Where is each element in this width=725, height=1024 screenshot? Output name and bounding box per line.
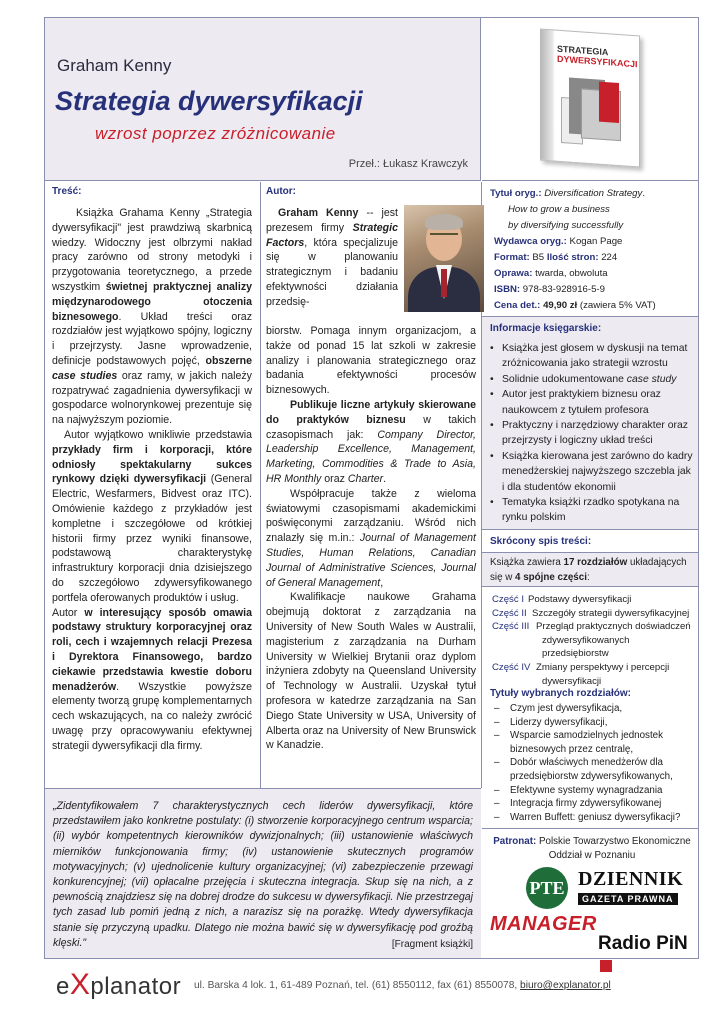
tresc-paragraph-3 bbox=[52, 606, 252, 754]
cover-block bbox=[599, 82, 619, 123]
meta-label: ISBN: bbox=[494, 284, 521, 295]
text-run-bold: świetnej praktycznej analizy międzynarodowego otoczenia biznesowego bbox=[52, 280, 253, 323]
part-number: Część II bbox=[492, 607, 527, 619]
part-title-cont: dywersyfikacji bbox=[542, 675, 602, 687]
meta-price bbox=[490, 298, 696, 314]
book-quote: „Zidentyfikowałem 7 charakterystycznych cech liderów dywersyfikacji, które przedstawiłem jako konkretne postulaty: (i) stworzenie korporacyjnego centrum wsparcia; (ii) wybór kompetentnych kierowników dywizjonalnych; (iii) ustanowienie właściwych mierników funkcjonowania firmy; (iv) ustanowienie skutecznych programów motywacyjnych; (v) ujednolicenie kultury organizacyjnej; (vi) zabezpieczenie przewagi konkurencyjnej; (vii) opłacalne przejęcia i skuteczna integracja. Skup się na nich, a z pewnością znajdziesz się na dobrej drodze do sukcesu w dywersyfikacji. Nie przestrzegaj tych zasad lub pomiń jedną z nich, a narazisz się na porażkę. Wtedy dywersyfikacja stanie się przyczyną upadku. Dlatego nie można bawić się w dywersyfikację pod groźbą klęski." bbox=[53, 800, 473, 949]
email-link[interactable]: biuro@explanator.pl bbox=[520, 980, 611, 991]
chapter-item: – Warren Buffett: geniusz dywersyfikacji? bbox=[494, 811, 696, 825]
text-run: . Wszystkie powyższe elementy tworzą grupę komplementarnych cech wskazujących, na co należy zwrócić uwagę przy opracowywaniu efektywnej strategii dywersyfikacji dla firmy. bbox=[52, 680, 252, 752]
meta-label: Cena det.: bbox=[494, 300, 541, 311]
tresc-paragraph-2 bbox=[52, 428, 252, 606]
patronat-section bbox=[482, 828, 698, 958]
author-name: Graham Kenny bbox=[57, 56, 172, 75]
logo-part: planator bbox=[90, 973, 182, 1000]
author-photo bbox=[404, 205, 484, 312]
text-run: Książka zawiera bbox=[490, 557, 564, 568]
info-item: • Książka kierowana jest zarówno do kadry menedżerskiej najwyższego szczebla jak i dla studentów ekonomii bbox=[490, 449, 694, 495]
text-run: oraz ramy, w jakich należy rozpatrywać zagadnienia dywersyfikacji w gospodarce wolnorynkowej prezentuje się na najwyższym poziomie. bbox=[52, 369, 252, 427]
part-title: Podstawy dywersyfikacji bbox=[528, 594, 632, 605]
meta-value: (zawiera 5% VAT) bbox=[579, 300, 656, 311]
manager-logo: MANAGER bbox=[490, 913, 597, 935]
book-title: Strategia dywersyfikacji bbox=[55, 86, 363, 116]
info-item: • Tematyka książki rzadko spotykana na rynku polskim bbox=[490, 495, 694, 526]
autor-text-top bbox=[266, 206, 398, 310]
info-item: • Solidnie udokumentowane case study bbox=[490, 372, 694, 387]
tresc-paragraph-1 bbox=[52, 206, 252, 428]
text-run: Współpracuje także z wieloma światowymi czasopismami akademickimi poświęconymi zarządzaniu. Wśród nich znalazły się m.in.: bbox=[266, 487, 476, 545]
chapter-item: – Liderzy dywersyfikacji, bbox=[494, 716, 696, 730]
text-run: , która specjalizuje się w planowaniu strategicznym i badaniu efektywności działania przedsię- bbox=[266, 236, 398, 308]
logo-part: e bbox=[56, 973, 70, 1000]
text-run-italic: Journal of Management Studies, Human Relations, Canadian Journal of Administrative Sciences, Journal of General Management bbox=[266, 532, 477, 589]
cover-title-line1: STRATEGIA bbox=[557, 43, 609, 58]
radio-logo-text: Radio bbox=[598, 933, 657, 954]
autor-paragraph-4: Kwalifikacje naukowe Grahama obejmują doktorat z zarządzania na University of New South Wales w Australii, magisterium z zarządzania na Durham University w Wielkiej Brytanii oraz dyplom inżyniera zdobyty na Queensland University of Technology w Australii. Uzyskał tytuł profesora w katedrze zarządzania na San Diego State University w USA, University of Alberta oraz na University of New Brunswick w Kanadzie. bbox=[266, 591, 476, 752]
radio-logo-text: PiN bbox=[656, 933, 688, 954]
chapter-item: – Efektywne systemy wynagradzania bbox=[494, 784, 696, 798]
patronat-label: Patronat: bbox=[493, 836, 537, 847]
footer bbox=[44, 962, 699, 1006]
text-run: : bbox=[586, 572, 590, 583]
text-run: układających się w bbox=[490, 557, 687, 583]
part-title: Szczegóły strategii dywersyfikacyjnej bbox=[532, 607, 690, 619]
info-item: • Praktyczny i narzędziowy charakter oraz przejrzysty i logiczny układ treści bbox=[490, 418, 694, 449]
address-text: ul. Barska 4 lok. 1, 61-489 Poznań, tel. (61) 8550112, fax (61) 8550078, bbox=[194, 980, 521, 991]
text-run-bold: 4 spójne części bbox=[515, 572, 587, 583]
part-title-cont: zdywersyfikowanych przedsiębiorstw bbox=[542, 634, 630, 660]
text-run: Autor bbox=[52, 606, 85, 619]
autor-paragraph-1 bbox=[266, 206, 398, 310]
text-run-bold: w interesujący sposób omawia podstawy struktury korporacyjnej oraz roli, cech i wzajemnych relacji Prezesa i Dyrektora Finansowego, bardzo ciekawie przedstawia kwestie doboru menadżerów bbox=[52, 606, 252, 693]
quote-source: [Fragment książki] bbox=[391, 939, 473, 950]
part-number: Część I bbox=[492, 594, 524, 605]
meta-publisher bbox=[490, 234, 696, 250]
meta-label: Tytuł oryg.: bbox=[490, 188, 542, 199]
toc-part bbox=[492, 620, 696, 661]
text-run-bold: obszerne bbox=[205, 354, 252, 367]
book-subtitle: wzrost poprzez zróżnicowanie bbox=[95, 124, 336, 143]
meta-value: 978-83-928916-5-9 bbox=[522, 284, 605, 295]
text-run-italic: Company Director, Leadership Excellence, Management, Marketing, Commodities & Trade to Asia, HR Monthly bbox=[266, 428, 476, 485]
text-run: . bbox=[383, 472, 387, 485]
author-bold-name: Graham Kenny bbox=[278, 207, 359, 219]
explanator-logo bbox=[56, 968, 181, 1002]
photo-tie bbox=[441, 269, 447, 297]
meta-orig-title: Tytuł oryg.: Diversification Strategy. bbox=[490, 188, 645, 199]
meta-value: 224 bbox=[601, 252, 618, 263]
info-heading: Informacje księgarskie: bbox=[490, 323, 602, 334]
dziennik-logo bbox=[578, 869, 682, 907]
meta-isbn bbox=[490, 282, 696, 298]
info-item: • Książka jest głosem w dyskusji na temat zróżnicowania jako strategii wzrostu bbox=[490, 341, 694, 372]
tresc-heading: Treść: bbox=[52, 186, 82, 197]
meta-orig-sub2: by diversifying successfully bbox=[508, 220, 624, 231]
info-item: • Autor jest praktykiem biznesu oraz naukowcem z tytułem profesora bbox=[490, 387, 694, 418]
autor-paragraph-2 bbox=[266, 398, 476, 487]
chapters-list bbox=[494, 702, 696, 824]
toc-parts bbox=[492, 593, 696, 688]
photo-hair bbox=[425, 214, 463, 230]
toc-summary bbox=[482, 552, 698, 587]
toc-part bbox=[492, 593, 696, 607]
patronat-text bbox=[490, 835, 694, 863]
text-run-bold-italic: case studies bbox=[52, 369, 118, 382]
cover-area bbox=[482, 18, 698, 181]
meta-label: Wydawca oryg.: bbox=[494, 236, 567, 247]
meta-value: twarda, obwoluta bbox=[535, 268, 608, 279]
chapter-item: – Wsparcie samodzielnych jednostek biznesowych przez centralę, bbox=[494, 729, 696, 756]
meta-value: B5 bbox=[532, 252, 545, 263]
chapter-item: – Czym jest dywersyfikacja, bbox=[494, 702, 696, 716]
text-run-bold: Publikuje liczne artykuły skierowane do praktyków biznesu bbox=[266, 398, 476, 426]
text-run-bold: 17 rozdziałów bbox=[563, 557, 628, 568]
footer-address bbox=[194, 980, 611, 991]
text-run: -- jest prezesem firmy bbox=[266, 207, 399, 234]
text-run-italic: case study bbox=[626, 373, 677, 385]
text-run-bold-italic: Strategic Factors bbox=[266, 221, 398, 249]
column-divider bbox=[260, 182, 261, 788]
meta-binding bbox=[490, 266, 696, 282]
part-number: Część IV bbox=[492, 661, 531, 673]
text-run: oraz bbox=[321, 472, 348, 485]
meta-orig-sub1: How to grow a business bbox=[508, 204, 610, 215]
text-run: biorstw. Pomaga innym organizacjom, a także od ponad 15 lat szkoli w zakresie analizy i planowania strategicznego oraz badania efektywności procesów biznesowych. bbox=[266, 325, 476, 397]
autor-paragraph-1-cont bbox=[266, 324, 476, 398]
autor-heading: Autor: bbox=[266, 186, 296, 197]
translator: Przeł.: Łukasz Krawczyk bbox=[348, 158, 468, 170]
chapters-heading: Tytuły wybranych rozdziałów: bbox=[490, 688, 631, 699]
logo-part: X bbox=[69, 968, 91, 1001]
meta-value: Diversification Strategy bbox=[544, 188, 643, 199]
part-number: Część III bbox=[492, 621, 530, 633]
patronat-value: Polskie Towarzystwo Ekonomiczne Oddział w Poznaniu bbox=[539, 836, 691, 861]
meta-format bbox=[490, 250, 696, 266]
meta-label: Oprawa: bbox=[494, 268, 533, 279]
toc-part bbox=[492, 607, 696, 621]
text-run: Autor wyjątkowo wnikliwie przedstawia bbox=[64, 428, 252, 441]
book-metadata bbox=[490, 186, 696, 314]
toc-part bbox=[492, 661, 696, 688]
meta-value: Kogan Page bbox=[569, 236, 623, 247]
text-run-bold: przykłady firm i korporacji, które odniosły spektakularny sukces rynkowy dzięki dywersyfikacji bbox=[52, 443, 252, 486]
dziennik-logo-line1: DZIENNIK bbox=[578, 868, 684, 890]
book-cover-image bbox=[540, 29, 640, 168]
pte-logo: PTE bbox=[526, 867, 568, 909]
info-box bbox=[482, 316, 698, 530]
text-run: Książka Grahama Kenny „Strategia dywersyfikacji" jest prawdziwą skarbnicą wiedzy. Widoczny jest olbrzymi nakład pracy zarówno od strony metodyki i przygotowania teoretycznego, a przede wszystkim bbox=[52, 207, 252, 293]
part-title: Zmiany perspektywy i percepcji bbox=[536, 661, 670, 673]
info-list bbox=[490, 341, 694, 526]
text-run-italic: Charter bbox=[347, 472, 384, 485]
text-run: . Układ treści oraz rozdziałów jest wyjątkowo spójny, logiczny i przejrzysty. Jasne wprowadzenie, definicje podstawowych pojęć, bbox=[52, 310, 252, 367]
meta-value: 49,90 zł bbox=[543, 300, 578, 311]
photo-glasses bbox=[430, 233, 458, 239]
header bbox=[45, 18, 481, 181]
text-run: (General Electric, Wesfarmers, Bidvest oraz ITC). Omówienie każdego z przykładów jest kompletne i szczegółowe od krótkiej historii firmy przez wyniki finansowe, podstawową charakterystykę infrastruktury korporacji dnia dzisiejszego do szczegółowo zdywersyfikowanego portfela oferowanych produktów i usług. bbox=[52, 473, 252, 604]
tresc-text bbox=[52, 206, 252, 753]
meta-label: Ilość stron: bbox=[546, 252, 599, 263]
meta-label: Format: bbox=[494, 252, 530, 263]
autor-paragraph-3 bbox=[266, 487, 476, 591]
part-title: Przegląd praktycznych doświadczeń bbox=[536, 621, 691, 633]
text-run: w takich czasopismach jak: bbox=[266, 413, 477, 441]
toc-heading: Skrócony spis treści: bbox=[490, 536, 592, 547]
quote-box bbox=[45, 788, 481, 958]
chapter-item: – Dobór właściwych menedżerów dla przedsiębiorstw zdywersyfikowanych, bbox=[494, 756, 696, 783]
autor-text-bottom bbox=[266, 324, 476, 753]
cover-title-line2: DYWERSYFIKACJI bbox=[557, 53, 638, 70]
dziennik-logo-line2: GAZETA PRAWNA bbox=[578, 893, 678, 905]
text-run: , bbox=[380, 576, 384, 589]
chapter-item: – Integracja firmy zdywersyfikowanej bbox=[494, 797, 696, 811]
